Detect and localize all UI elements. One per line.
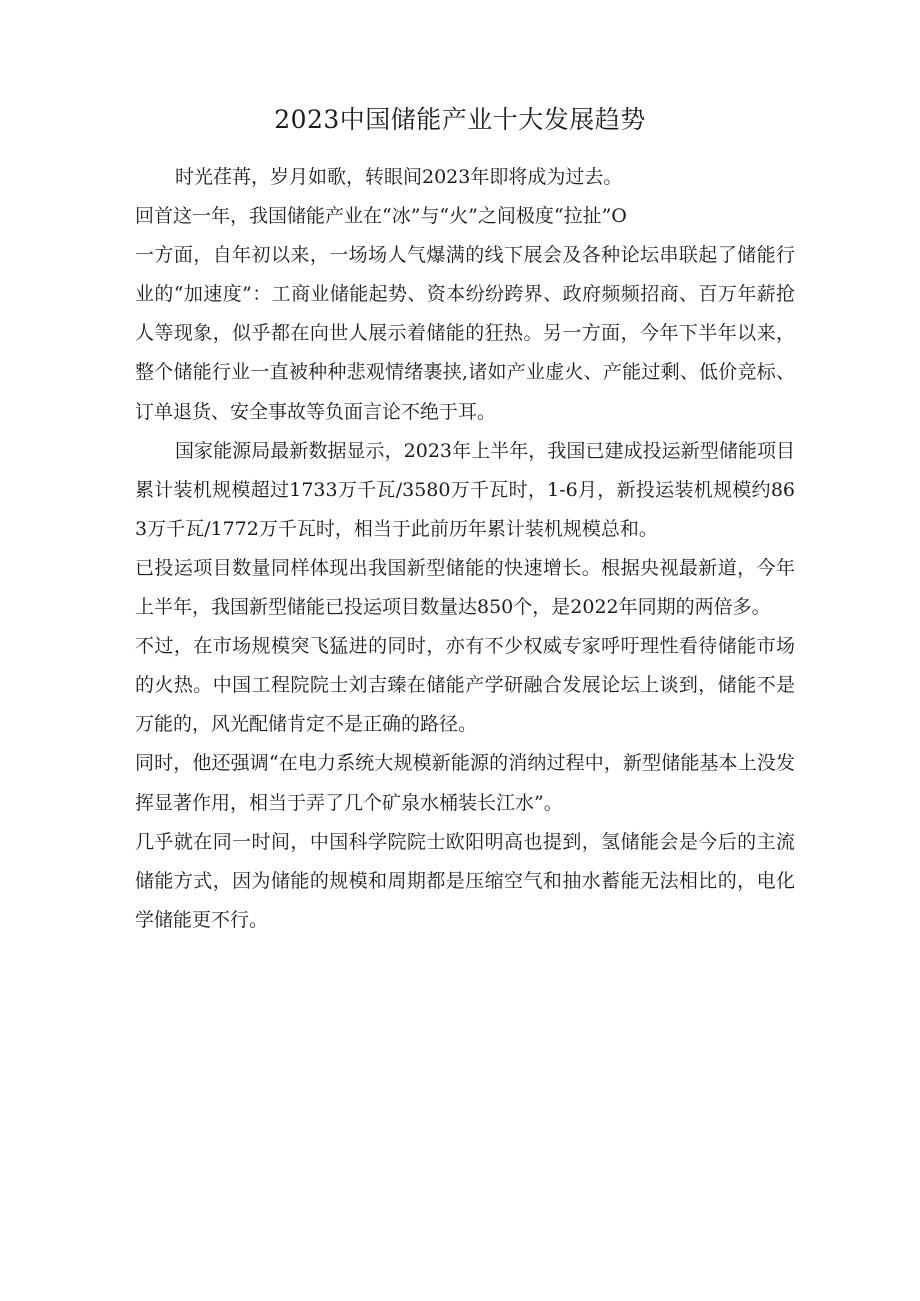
- document-title: 2023中国储能产业十大发展趋势: [274, 105, 646, 134]
- paragraph-intro: 时光荏苒，岁月如歌，转眼间2023年即将成为过去。: [175, 166, 623, 188]
- document-body: [135, 158, 795, 940]
- paragraph-ouyang-view: 几乎就在同一时间，中国科学院院士欧阳明高也提到，氢储能会是今后的主流储能方式，因为储能的规模和周期都是压缩空气和抽水蓄能无法相比的，电化学储能更不行。: [135, 830, 795, 931]
- paragraph-liu-quote: 同时，他还强调“在电力系统大规模新能源的消纳过程中，新型储能基本上没发挥显著作用，相当于弄了几个矿泉水桶装长江水”。: [135, 752, 795, 814]
- paragraph-project-count: 已投运项目数量同样体现出我国新型储能的快速增长。根据央视最新道，今年上半年，我国新型储能已投运项目数量达850个，是2022年同期的两倍多。: [135, 556, 795, 619]
- paragraph-expert-caution: 不过，在市场规模突飞猛进的同时，亦有不少权威专家呼吁理性看待储能市场的火热。中国工程院院士刘吉臻在储能产学研融合发展论坛上谈到，储能不是万能的，风光配储肯定不是正确的路径。: [135, 635, 795, 736]
- paragraph-two-sides: 一方面，自年初以来，一场场人气爆满的线下展会及各种论坛串联起了储能行业的“加速度”：工商业储能起势、资本纷纷跨界、政府频频招商、百万年薪抢人等现象，似乎都在向世人展示着储能的狂热。另一方面，今年下半年以来，整个储能行业一直被种种悲观情绪裹挟,诸如产业虚火、产能过剩、低价竞标、订单退货、安全事故等负面言论不绝于耳。: [135, 244, 795, 423]
- paragraph-nea-data: 国家能源局最新数据显示，2023年上半年，我国已建成投运新型储能项目累计装机规模超过1733万千瓦/3580万千瓦时，1-6月，新投运装机规模约863万千瓦/1772万千瓦时，相当于此前历年累计装机规模总和。: [135, 439, 795, 540]
- paragraph-review: 回首这一年，我国储能产业在“冰”与“火”之间极度“拉扯”O: [135, 205, 627, 228]
